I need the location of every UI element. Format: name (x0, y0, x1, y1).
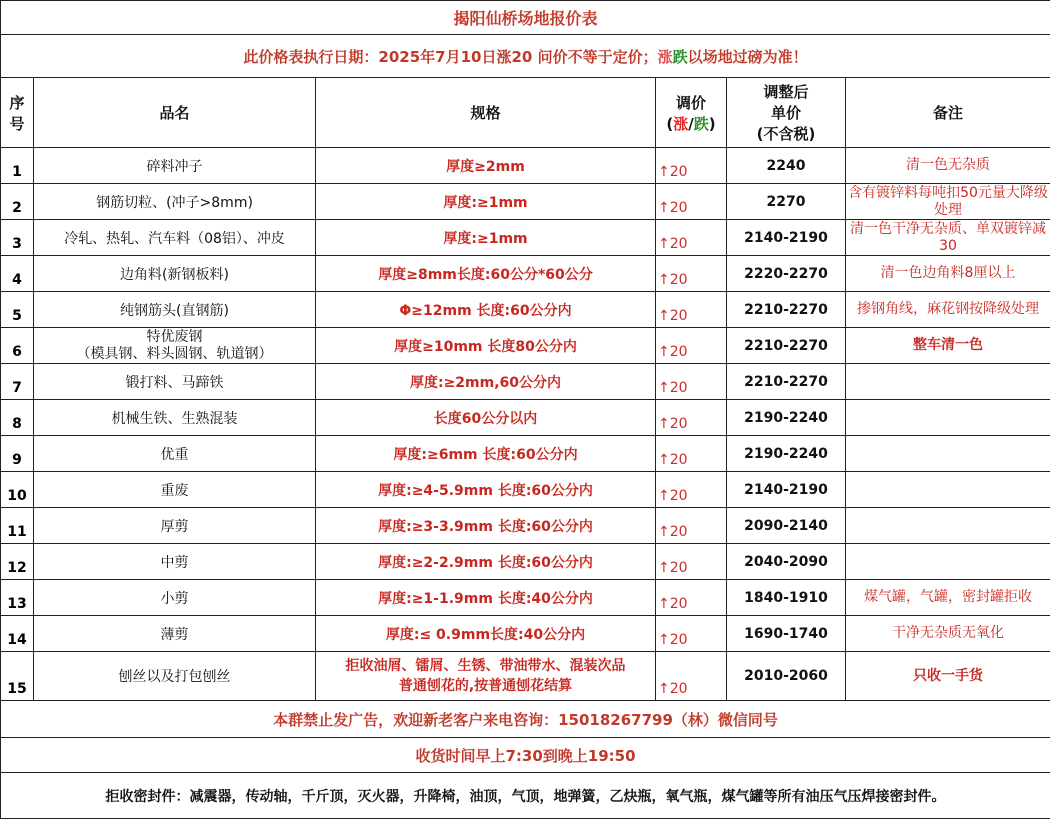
unit-price: 1690-1740 (727, 616, 846, 652)
row-number: 1 (1, 148, 34, 184)
item-spec: 拒收油屑、镭屑、生锈、带油带水、混装次品普通刨花的,按普通刨花结算 (316, 652, 656, 701)
item-spec: 厚度:≥1-1.9mm 长度:40公分内 (316, 580, 656, 616)
table-row (1, 328, 1050, 364)
unit-price: 2210-2270 (727, 364, 846, 400)
item-note: 清一色无杂质 (846, 148, 1050, 184)
item-note (846, 544, 1050, 580)
header-no: 序号 (1, 78, 34, 148)
item-name (34, 544, 316, 580)
item-name-subtext: （模具钢、料头圆钢、轨道钢） (76, 345, 273, 362)
row-number: 11 (1, 508, 34, 544)
item-spec: 厚度:≥1mm (316, 220, 656, 256)
row-number: 12 (1, 544, 34, 580)
notice-prefix: 此价格表执行日期：2025年7月10日涨20 问价不等于定价； (243, 47, 658, 66)
item-spec: 长度60公分以内 (316, 400, 656, 436)
item-note (846, 472, 1050, 508)
table-row (1, 652, 1050, 701)
item-name (34, 292, 316, 328)
header-adjust (656, 78, 727, 148)
item-name (34, 580, 316, 616)
header-note: 备注 (846, 78, 1050, 148)
item-note (846, 508, 1050, 544)
item-name-text: 钢筋切粒、(冲子>8mm) (96, 194, 253, 211)
header-adjust-direction: (涨/跌) (666, 114, 716, 133)
header-adjust-label: 调价 (675, 93, 706, 112)
item-spec: 厚度:≥4-5.9mm 长度:60公分内 (316, 472, 656, 508)
price-change: ↑20 (656, 364, 727, 400)
item-name-text: 小剪 (160, 590, 189, 607)
item-name (34, 400, 316, 436)
unit-price: 2240 (727, 148, 846, 184)
item-note: 煤气罐，气罐，密封罐拒收 (846, 580, 1050, 616)
item-name-text: 机械生铁、生熟混装 (111, 410, 238, 427)
item-name (34, 220, 316, 256)
unit-price: 2270 (727, 184, 846, 220)
item-name (34, 616, 316, 652)
item-name-text: 中剪 (160, 554, 189, 571)
item-name (34, 436, 316, 472)
item-name-text: 特优废钢 (146, 328, 203, 345)
item-spec: 厚度≥8mm长度:60公分*60公分 (316, 256, 656, 292)
notice-up: 涨 (657, 47, 673, 66)
row-number: 15 (1, 652, 34, 701)
table-row (1, 148, 1050, 184)
price-change: ↑20 (656, 544, 727, 580)
item-spec: 厚度≥10mm 长度80公分内 (316, 328, 656, 364)
item-note: 清一色边角料8厘以上 (846, 256, 1050, 292)
item-name (34, 328, 316, 364)
item-note (846, 436, 1050, 472)
price-change: ↑20 (656, 616, 727, 652)
item-name-text: 薄剪 (160, 626, 189, 643)
table-row (1, 472, 1050, 508)
table-row (1, 508, 1050, 544)
price-change: ↑20 (656, 580, 727, 616)
notice-down: 跌 (672, 47, 688, 66)
price-change: ↑20 (656, 184, 727, 220)
item-name-text: 厚剪 (160, 518, 189, 535)
item-name-text: 冷轧、热轧、汽车料（08铝）、冲皮 (64, 230, 285, 247)
item-spec: 厚度:≥1mm (316, 184, 656, 220)
page-title: 揭阳仙桥场地报价表 (1, 1, 1050, 35)
item-spec: 厚度:≥2-2.9mm 长度:60公分内 (316, 544, 656, 580)
header-name: 品名 (34, 78, 316, 148)
row-number: 13 (1, 580, 34, 616)
item-name (34, 184, 316, 220)
price-change: ↑20 (656, 652, 727, 701)
price-change: ↑20 (656, 220, 727, 256)
row-number: 4 (1, 256, 34, 292)
unit-price: 2140-2190 (727, 472, 846, 508)
table-row (1, 292, 1050, 328)
price-change: ↑20 (656, 148, 727, 184)
header-price: 调整后 单价 (不含税) (727, 78, 846, 148)
price-change: ↑20 (656, 508, 727, 544)
item-note: 只收一手货 (846, 652, 1050, 701)
item-name-text: 重废 (160, 482, 189, 499)
row-number: 8 (1, 400, 34, 436)
price-change: ↑20 (656, 400, 727, 436)
notice-suffix: 以场地过磅为准！ (687, 47, 808, 66)
item-name-text: 纯钢筋头(直钢筋) (120, 302, 229, 319)
item-name (34, 148, 316, 184)
unit-price: 2220-2270 (727, 256, 846, 292)
item-note: 整车清一色 (846, 328, 1050, 364)
table-header-row (1, 78, 1050, 148)
item-note: 干净无杂质无氧化 (846, 616, 1050, 652)
unit-price: 2190-2240 (727, 436, 846, 472)
row-number: 2 (1, 184, 34, 220)
row-number: 9 (1, 436, 34, 472)
price-change: ↑20 (656, 472, 727, 508)
item-name (34, 364, 316, 400)
table-row (1, 364, 1050, 400)
item-note: 清一色干净无杂质、单双镀锌减30 (846, 220, 1050, 256)
unit-price: 2210-2270 (727, 328, 846, 364)
table-row (1, 184, 1050, 220)
item-name (34, 472, 316, 508)
item-name (34, 256, 316, 292)
item-name-text: 优重 (160, 446, 189, 463)
item-spec: 厚度:≥3-3.9mm 长度:60公分内 (316, 508, 656, 544)
unit-price: 2190-2240 (727, 400, 846, 436)
price-change: ↑20 (656, 256, 727, 292)
item-name-text: 锻打料、马蹄铁 (125, 374, 224, 391)
row-number: 14 (1, 616, 34, 652)
item-spec: 厚度:≥2mm,60公分内 (316, 364, 656, 400)
unit-price: 1840-1910 (727, 580, 846, 616)
unit-price: 2040-2090 (727, 544, 846, 580)
header-spec: 规格 (316, 78, 656, 148)
row-number: 6 (1, 328, 34, 364)
unit-price: 2210-2270 (727, 292, 846, 328)
item-note: 含有镀锌料每吨扣50元量大降级处理 (846, 184, 1050, 220)
item-spec: 厚度≥2mm (316, 148, 656, 184)
price-change: ↑20 (656, 328, 727, 364)
item-note: 掺钢角线，麻花钢按降级处理 (846, 292, 1050, 328)
table-row (1, 400, 1050, 436)
unit-price: 2090-2140 (727, 508, 846, 544)
item-spec: 厚度:≥6mm 长度:60公分内 (316, 436, 656, 472)
table-row (1, 256, 1050, 292)
item-note (846, 400, 1050, 436)
table-row (1, 580, 1050, 616)
table-row (1, 544, 1050, 580)
item-spec: Φ≥12mm 长度:60公分内 (316, 292, 656, 328)
receiving-hours: 收货时间早上7:30到晚上19:50 (1, 738, 1050, 773)
row-number: 10 (1, 472, 34, 508)
row-number: 7 (1, 364, 34, 400)
item-name-text: 刨丝以及打包刨丝 (118, 669, 231, 685)
item-name-text: 边角料(新钢板料) (120, 266, 229, 283)
effective-date-notice (1, 35, 1050, 78)
item-spec: 厚度:≤ 0.9mm长度:40公分内 (316, 616, 656, 652)
item-name-text: 碎料冲子 (146, 158, 203, 175)
item-name (34, 508, 316, 544)
unit-price: 2140-2190 (727, 220, 846, 256)
rejected-items-notice: 拒收密封件：减震器，传动轴，千斤顶，灭火器，升降椅，油顶，气顶，地弹簧，乙炔瓶，氧气瓶，煤气罐等所有油压气压焊接密封件。 (1, 773, 1050, 819)
item-name (34, 652, 316, 701)
table-body (1, 148, 1050, 701)
row-number: 5 (1, 292, 34, 328)
unit-price: 2010-2060 (727, 652, 846, 701)
price-change: ↑20 (656, 292, 727, 328)
table-row (1, 616, 1050, 652)
price-change: ↑20 (656, 436, 727, 472)
contact-notice: 本群禁止发广告，欢迎新老客户来电咨询：15018267799（林）微信同号 (1, 701, 1050, 738)
item-note (846, 364, 1050, 400)
table-row (1, 436, 1050, 472)
row-number: 3 (1, 220, 34, 256)
table-row (1, 220, 1050, 256)
